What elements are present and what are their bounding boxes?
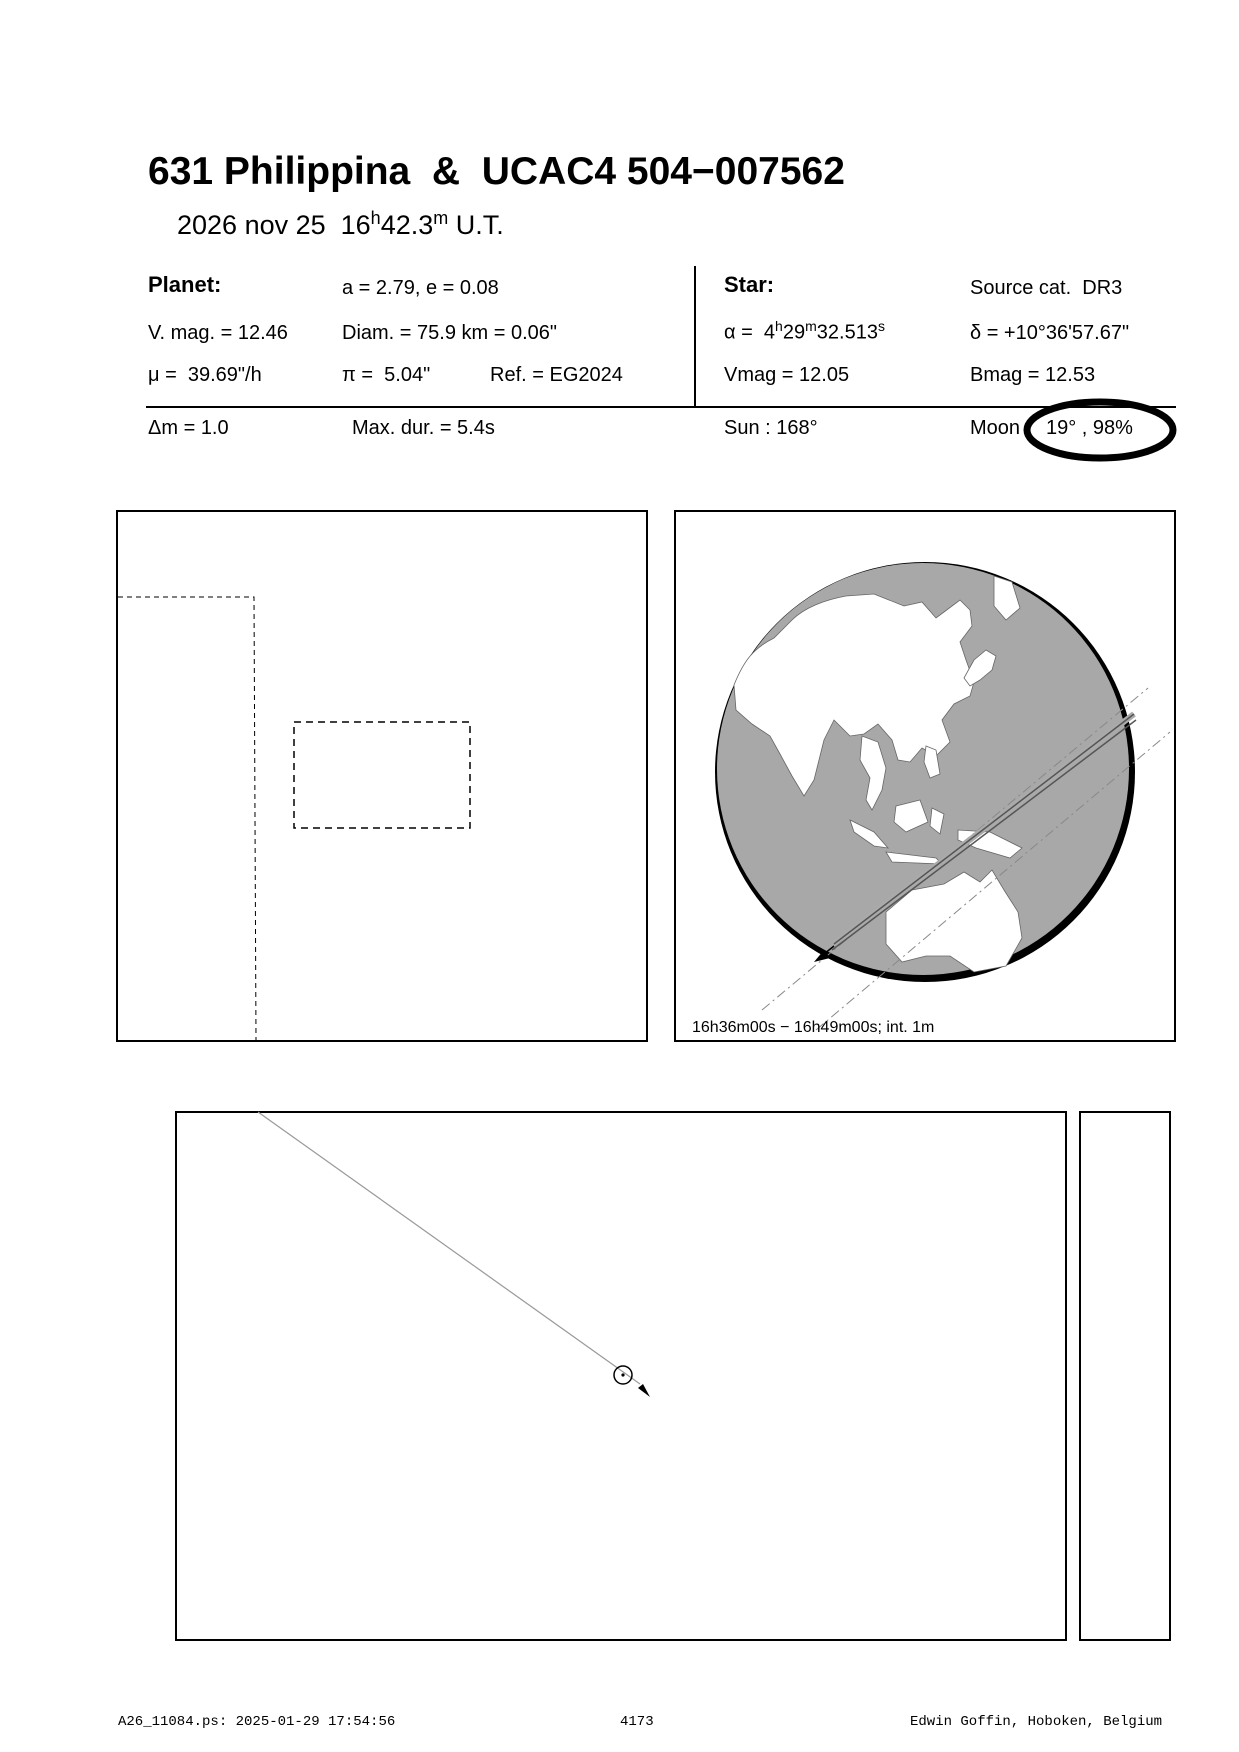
planet-reference: Ref. = EG2024 xyxy=(490,364,623,386)
planet-diameter: Diam. = 75.9 km = 0.06" xyxy=(342,322,557,344)
moon-highlight-ellipse xyxy=(1020,396,1180,466)
footer-file: A26_11084.ps: 2025-01-29 17:54:56 xyxy=(118,1714,396,1730)
planet-orbit: a = 2.79, e = 0.08 xyxy=(342,277,499,299)
planet-label: Planet: xyxy=(148,272,222,297)
planet-vmag: V. mag. = 12.46 xyxy=(148,322,288,344)
star-label: Star: xyxy=(724,272,775,297)
globe-time-caption: 16h36m00s − 16h49m00s; int. 1m xyxy=(692,1019,935,1036)
earth-globe-panel xyxy=(674,510,1176,1042)
footer-author: Edwin Goffin, Hoboken, Belgium xyxy=(910,1714,1163,1730)
star-source: Source cat. DR3 xyxy=(970,277,1123,299)
detail-star-chart xyxy=(80,1092,1190,1692)
page-title: 631 Philippina & UCAC4 504−007562 xyxy=(148,150,845,193)
max-duration: Max. dur. = 5.4s xyxy=(352,417,495,439)
moon-label: Moon : xyxy=(970,417,1032,439)
sun-elongation: Sun : 168° xyxy=(724,417,818,439)
magnitude-drop: Δm = 1.0 xyxy=(148,417,229,439)
table-vertical-divider xyxy=(694,266,696,406)
footer-number: 4173 xyxy=(620,1714,654,1730)
planet-parallax: π = 5.04" xyxy=(342,364,431,386)
star-dec: δ = +10°36'57.67" xyxy=(970,322,1130,344)
moon-value: 19° , 98% xyxy=(1046,417,1133,439)
star-vmag: Vmag = 12.05 xyxy=(724,364,850,386)
star-bmag: Bmag = 12.53 xyxy=(970,364,1096,386)
finder-chart xyxy=(116,510,648,1042)
star-ra: α = 4$^h$29$^m$32.513$^s$ xyxy=(724,318,885,344)
planet-motion: μ = 39.69"/h xyxy=(148,364,262,386)
magnitude-legend-box xyxy=(1080,1112,1170,1640)
event-datetime: 2026 nov 25 16$^h$42.3$^m$ U.T. xyxy=(177,208,504,240)
